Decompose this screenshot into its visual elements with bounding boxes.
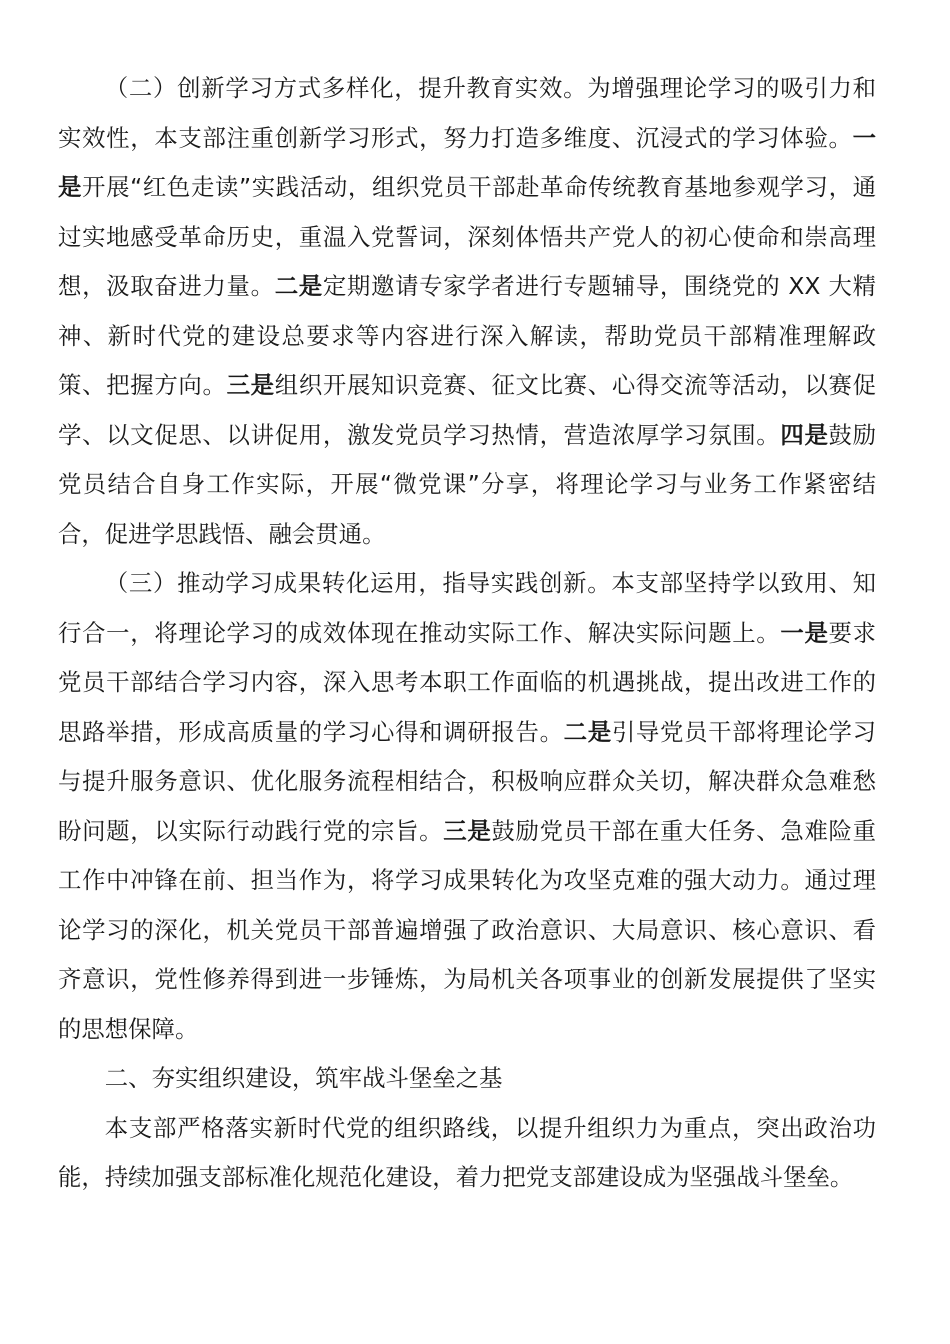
text-segment: 定期邀请专家学者进行专题辅导，围绕党的 XX 大精神、新时代党的建设总要求等内容进行深入解读，帮助党员干部精准理解政策、把握方向。 [58, 272, 877, 399]
section-heading: 二、夯实组织建设，筑牢战斗堡垒之基 [104, 1064, 503, 1092]
text-segment: 鼓励党员干部在重大任务、急难险重工作中冲锋在前、担当作为，将学习成果转化为攻坚克难的强大动力。通过理论学习的深化，机关党员干部普遍增强了政治意识、大局意识、核心意识、看齐意识，党性修养得到进一步锤炼，为局机关各项事业的创新发展提供了坚实的思想保障。 [58, 816, 877, 1043]
paragraph-organization: 本支部严格落实新时代党的组织路线，以提升组织力为重点，突出政治功能，持续加强支部标准化规范化建设，着力把党支部建设成为坚强战斗堡垒。 [58, 1113, 876, 1191]
text-segment: 开展“红色走读”实践活动，组织党员干部赴革命传统教育基地参观学习，通过实地感受革命历史，重温入党誓词，深刻体悟共产党人的初心使命和崇高理想，汲取奋进力量。 [58, 173, 877, 300]
bold-marker: 二是 [563, 717, 612, 746]
bold-marker: 一是 [58, 123, 876, 201]
text-segment: 要求党员干部结合学习内容，深入思考本职工作面临的机遇挑战，提出改进工作的思路举措，形成高质量的学习心得和调研报告。 [58, 618, 877, 746]
bold-marker: 一是 [780, 618, 829, 647]
text-segment: （二）创新学习方式多样化，提升教育实效。为增强理论学习的吸引力和实效性，本支部注重创新学习形式，努力打造多维度、沉浸式的学习体验。 [58, 74, 876, 152]
text-segment: 引导党员干部将理论学习与提升服务意识、优化服务流程相结合，积极响应群众关切，解决群众急难愁盼问题，以实际行动践行党的宗旨。 [58, 717, 877, 845]
text-segment: （三）推动学习成果转化运用，指导实践创新。本支部坚持学以致用、知行合一，将理论学习的成效体现在推动实际工作、解决实际问题上。 [58, 569, 876, 647]
bold-marker: 三是 [226, 371, 275, 399]
bold-marker: 二是 [274, 272, 323, 300]
bold-marker: 四是 [780, 420, 829, 449]
paragraph-study-results [58, 559, 876, 1054]
paragraph-study-methods [58, 64, 876, 559]
text-segment: 鼓励党员结合自身工作实际，开展“微党课”分享，将理论学习与业务工作紧密结合，促进学思践悟、融会贯通。 [58, 420, 877, 548]
text-segment: 组织开展知识竞赛、征文比赛、心得交流等活动，以赛促学、以文促思、以讲促用，激发党员学习热情，营造浓厚学习氛围。 [58, 371, 877, 449]
bold-marker: 三是 [443, 816, 492, 845]
document-page [58, 64, 876, 1203]
